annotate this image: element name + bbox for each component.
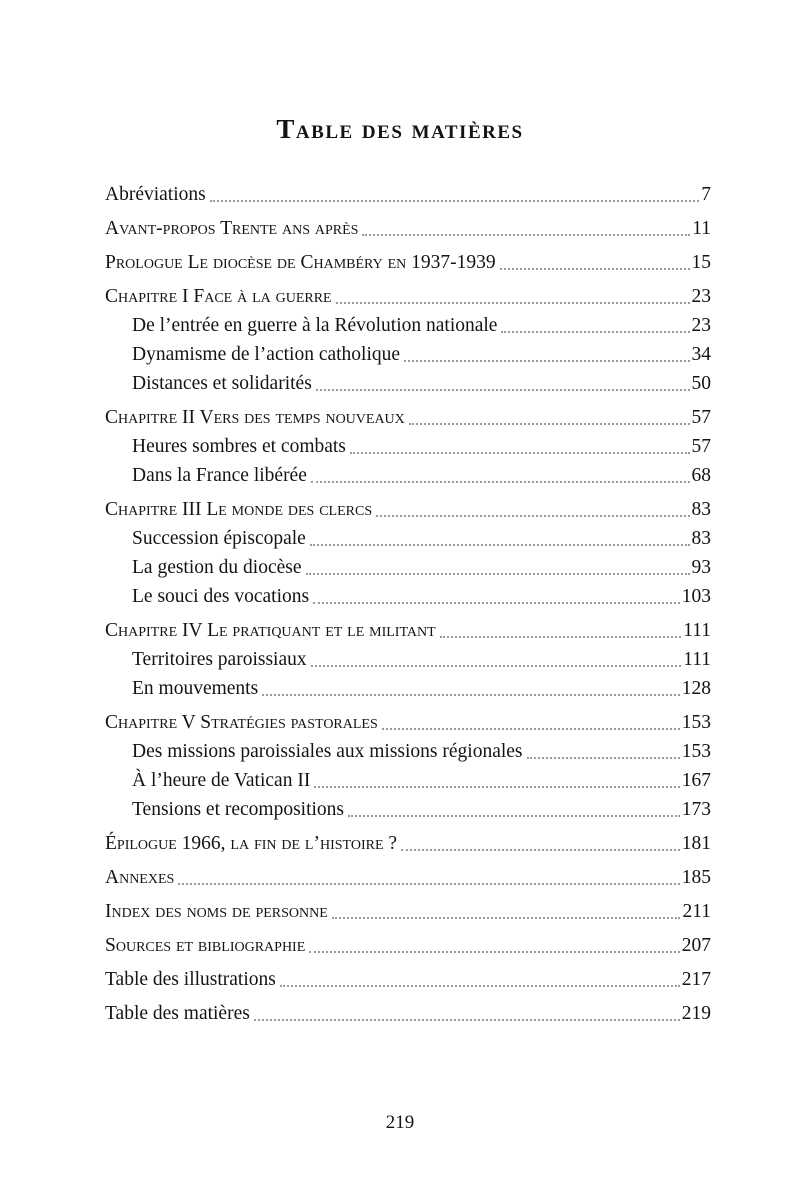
toc-entry [105,435,711,458]
toc-entry-label: Distances et solidarités [132,373,312,394]
leader-dots [311,665,682,667]
leader-dots [306,573,690,575]
toc-entry-page: 83 [691,499,711,520]
leader-dots [500,268,690,270]
toc-entry [105,183,711,206]
toc-entry [105,832,711,855]
leader-dots [404,360,689,362]
leader-dots [348,815,680,817]
toc-entry-page: 211 [682,901,711,922]
toc-entry [105,556,711,579]
toc-entry [105,314,711,337]
toc-entry-page: 219 [681,1003,711,1024]
toc-entry-label: À l’heure de Vatican II [132,770,311,791]
toc-entry-page: 7 [701,184,711,205]
toc-entry [105,285,711,308]
toc-entry [105,406,711,429]
toc-entry-label: Chapitre II Vers des temps nouveaux [105,407,405,428]
toc-entry-page: 103 [681,586,711,607]
toc-entry-page: 11 [692,218,711,239]
toc-entry-label: Chapitre III Le monde des clercs [105,499,373,520]
toc-entry-label: Sources et bibliographie [105,935,306,956]
toc-entry [105,464,711,487]
toc-entry-page: 23 [691,286,711,307]
leader-dots [440,636,682,638]
toc-entry-page: 217 [681,969,711,990]
toc-entry-page: 111 [683,620,711,641]
toc-entry [105,677,711,700]
toc-entry [105,866,711,889]
toc-entry [105,619,711,642]
toc-entry-label: Chapitre V Stratégies pastorales [105,712,378,733]
toc-entry [105,527,711,550]
toc-entry [105,343,711,366]
leader-dots [254,1019,680,1021]
toc-entry-label: De l’entrée en guerre à la Révolution nationale [132,315,498,336]
toc-entry-label: Le souci des vocations [132,586,310,607]
page-title: Table des matières [276,114,524,144]
toc-entry [105,372,711,395]
toc-entry-label: Dynamisme de l’action catholique [132,344,401,365]
toc-entry-label: Tensions et recompositions [132,799,345,820]
leader-dots [314,786,679,788]
toc-entry-label: Dans la France libérée [132,465,307,486]
toc-entry-label: Chapitre I Face à la guerre [105,286,332,307]
leader-dots [376,515,689,517]
leader-dots [362,234,690,236]
toc-entry [105,740,711,763]
toc-entry-label: Abréviations [105,184,206,205]
folio-page-number: 219 [385,1112,415,1133]
toc-entry-page: 34 [691,344,711,365]
leader-dots [313,602,680,604]
toc-entry-label: Annexes [105,867,175,888]
toc-entry-label: Avant-propos Trente ans après [105,218,359,239]
toc-entry-label: En mouvements [132,678,259,699]
toc-entry-label: Des missions paroissiales aux missions régionales [132,741,523,762]
toc-entry [105,798,711,821]
toc-entry-label: Heures sombres et combats [132,436,346,457]
toc-entry-page: 23 [691,315,711,336]
toc-entry [105,648,711,671]
toc-entry-page: 111 [683,649,711,670]
leader-dots [409,423,690,425]
toc-entry-page: 153 [681,712,711,733]
toc-entry [105,900,711,923]
toc-entry-label: Table des matières [105,1003,250,1024]
toc-entry [105,968,711,991]
toc-entry-page: 83 [691,528,711,549]
leader-dots [382,728,680,730]
toc-entry [105,217,711,240]
toc-entry-page: 57 [691,407,711,428]
toc-entry [105,711,711,734]
leader-dots [501,331,689,333]
leader-dots [210,200,700,202]
toc-entry-page: 185 [681,867,711,888]
toc-entry [105,251,711,274]
toc-entry-page: 93 [691,557,711,578]
leader-dots [336,302,690,304]
leader-dots [309,951,679,953]
toc-entry-label: Index des noms de personne [105,901,328,922]
toc-entry [105,769,711,792]
toc-entry-page: 167 [681,770,711,791]
leader-dots [262,694,680,696]
leader-dots [316,389,690,391]
leader-dots [178,883,679,885]
toc-entry-label: Succession épiscopale [132,528,306,549]
toc-entry-page: 173 [681,799,711,820]
toc-entry-page: 57 [691,436,711,457]
toc-entry-page: 153 [681,741,711,762]
toc-entry-label: Territoires paroissiaux [132,649,307,670]
toc-entry-label: Table des illustrations [105,969,276,990]
toc-entry-label: Chapitre IV Le pratiquant et le militant [105,620,436,641]
toc-entry-page: 15 [691,252,711,273]
toc-entry-page: 181 [681,833,711,854]
table-of-contents [105,172,711,1025]
leader-dots [280,985,680,987]
leader-dots [527,757,680,759]
leader-dots [350,452,690,454]
leader-dots [332,917,681,919]
toc-entry-label: Épilogue 1966, la fin de l’histoire ? [105,833,398,854]
toc-entry-label: Prologue Le diocèse de Chambéry en 1937-1939 [105,252,496,273]
leader-dots [401,849,680,851]
toc-entry [105,1002,711,1025]
toc-entry-page: 207 [681,935,711,956]
toc-entry-label: La gestion du diocèse [132,557,302,578]
leader-dots [310,544,690,546]
toc-entry [105,585,711,608]
leader-dots [311,481,690,483]
toc-entry-page: 68 [691,465,711,486]
toc-entry [105,934,711,957]
toc-entry-page: 50 [691,373,711,394]
toc-entry [105,498,711,521]
toc-entry-page: 128 [681,678,711,699]
